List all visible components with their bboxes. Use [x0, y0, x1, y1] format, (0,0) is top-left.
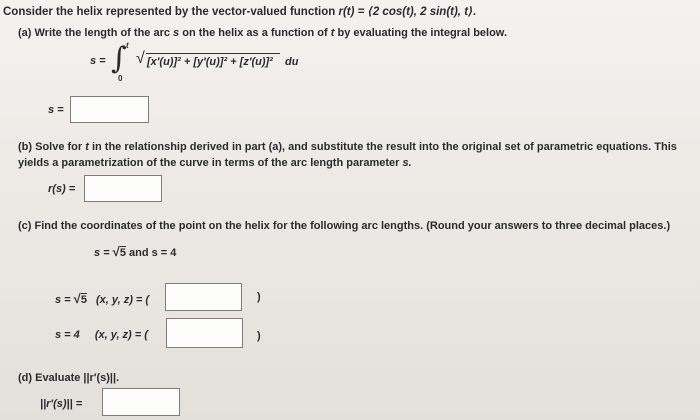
part-c-values: s = √5 and s = 4: [94, 244, 177, 259]
part-c-row2-input[interactable]: [166, 318, 243, 348]
problem-function: r(t) = ⟨2 cos(t), 2 sin(t), t⟩.: [338, 6, 477, 18]
sqrt-symbol: √: [73, 291, 81, 306]
sqrt-overline: [146, 53, 280, 54]
part-d-answer-input[interactable]: [102, 388, 180, 416]
part-a-answer-label: s =: [48, 104, 64, 116]
part-c-row1-close-paren: ): [257, 291, 261, 303]
part-c-row1-input[interactable]: [165, 283, 242, 311]
part-b-instructions-line1: (b) Solve for t in the relationship derived in part (a), and substitute the result into the original set of parametric equations. This: [18, 141, 677, 153]
part-c-row2-label: s = 4 (x, y, z) = (: [55, 329, 148, 341]
sqrt-symbol: √: [136, 50, 145, 67]
problem-statement: [3, 4, 476, 18]
part-c-row1-label: s = √5 (x, y, z) = (: [55, 291, 150, 306]
part-d-instructions: (d) Evaluate ||r′(s)||.: [18, 372, 120, 384]
formula-lhs: s =: [90, 55, 106, 67]
part-a-answer-input[interactable]: [70, 96, 149, 123]
part-b-answer-input[interactable]: [84, 175, 162, 202]
part-a-instructions: (a) Write the length of the arc s on the helix as a function of t by evaluating the integral below.: [18, 27, 508, 39]
integral-upper-limit: t: [126, 41, 129, 50]
integrand: [x′(u)]² + [y′(u)]² + [z′(u)]²: [147, 56, 273, 68]
part-c-row2-close-paren: ): [257, 330, 261, 342]
part-b-instructions-line2: yields a parametrization of the curve in terms of the arc length parameter s.: [18, 157, 412, 169]
part-d-answer-label: ||r′(s)|| =: [40, 398, 83, 410]
integral-sign: ∫: [111, 41, 127, 76]
integral-lower-limit: 0: [118, 74, 123, 83]
problem-intro-text: Consider the helix represented by the vector-valued function: [3, 6, 336, 18]
part-c-instructions: (c) Find the coordinates of the point on the helix for the following arc lengths. (Round your answers to three decimal places.): [18, 220, 671, 232]
part-b-answer-label: r(s) =: [48, 183, 76, 195]
sqrt-symbol: √: [112, 244, 120, 259]
differential: du: [285, 56, 299, 68]
